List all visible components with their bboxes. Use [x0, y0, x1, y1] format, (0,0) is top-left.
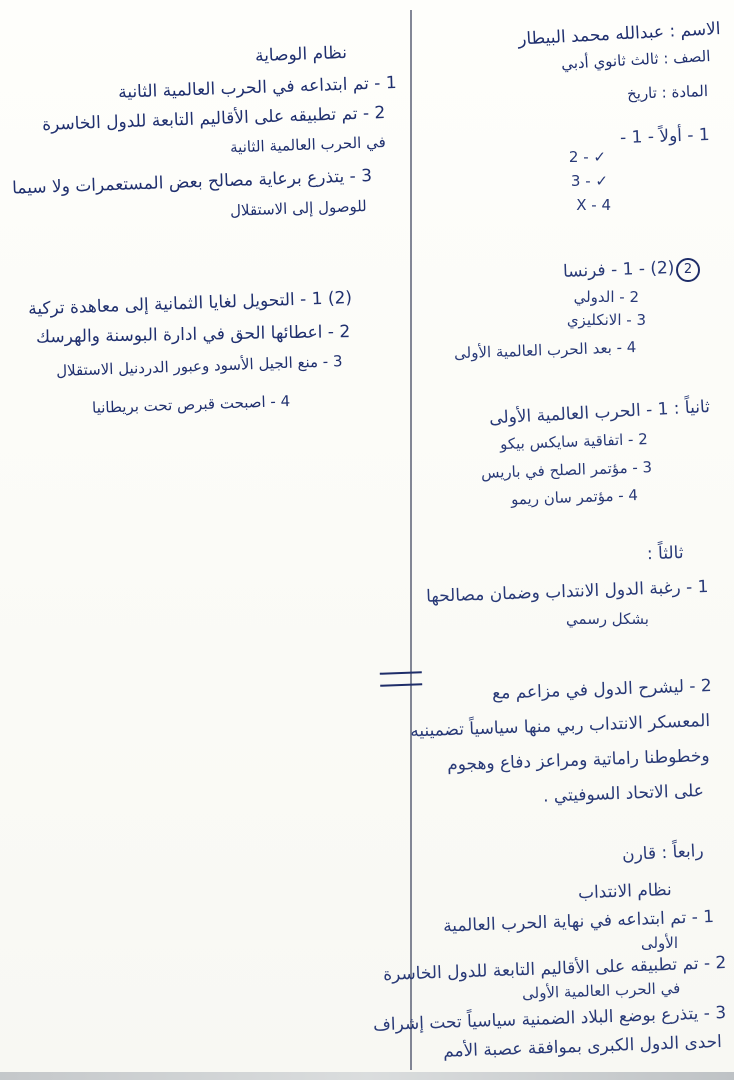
left-item-3: 3 - يتذرع برعاية مصالح بعض المستعمرات ولا سيما [11, 166, 373, 199]
question-2-circle: 2 [676, 258, 700, 282]
left-item-2: 2 - تم تطبيقه على الأقاليم التابعة للدول الخاسرة [41, 103, 386, 135]
left-section2-item-2: 2 - اعطائها الحق في ادارة البوسنة والهرسك [35, 322, 351, 348]
student-subject: المادة : تاريخ [626, 82, 709, 103]
column-divider [410, 10, 412, 1070]
left-section2-item-3: 3 - منع الجيل الأسود وعبور الدردنيل الاستقلال [55, 352, 343, 380]
third-item-1: 1 - رغبة الدول الانتداب وضمان مصالحها [425, 577, 709, 607]
fourth-item-3: 3 - يتذرع بوضع البلاد الضمنية سياسياً تحت إشراف [372, 1003, 727, 1036]
q1-mark-4: X - 4 [576, 196, 611, 214]
page-bottom-edge [0, 1072, 734, 1080]
left-item-3b: للوصول إلى الاستقلال [229, 197, 368, 220]
third-title: ثالثاً : [647, 543, 685, 565]
second-item-3: 3 - مؤتمر الصلح في باريس [480, 458, 653, 482]
fourth-item-2b: في الحرب العالمية الأولى [521, 979, 681, 1003]
left-item-2b: في الحرب العالمية الثانية [229, 133, 387, 157]
q2-item-3: 3 - الانكليزي [566, 311, 646, 329]
q1-mark-3: ✓ - 3 [570, 172, 608, 190]
fourth-item-1: 1 - تم ابتداعه في نهاية الحرب العالمية [442, 907, 715, 937]
q2-title: (2) - 1 - فرنسا [562, 258, 675, 282]
fourth-item-3b: احدى الدول الكبرى بموافقة عصبة الأمم [442, 1032, 723, 1062]
left-item-1: 1 - تم ابتداعه في الحرب العالمية الثانية [117, 73, 397, 103]
student-name: الاسم : عبدالله محمد البيطار [517, 19, 721, 50]
third-item-2b: المعسكر الانتداب ربي منها سياسياً تضمينيه [409, 711, 711, 742]
fourth-title: رابعاً : قارن [621, 841, 705, 866]
q1-mark-2: ✓ - 2 [568, 148, 606, 166]
fourth-subtitle: نظام الانتداب [577, 880, 673, 904]
third-item-2c: وخطوطنا راماتية ومراعز دفاع وهجوم [447, 746, 711, 776]
q2-item-2: 2 - الدولي [573, 288, 639, 306]
third-item-2d: على الاتحاد السوفيتي . [542, 781, 705, 807]
student-class: الصف : ثالث ثانوي أدبي [560, 47, 711, 73]
third-item-2: 2 - ليشرح الدول في مزاعم مع [492, 676, 713, 704]
q2-item-4: 4 - بعد الحرب العالمية الأولى [453, 338, 637, 363]
left-section2-item-1: (2) 1 - التحويل لغايا الثمانية إلى معاهدة تركية [27, 288, 353, 320]
fourth-item-1b: الأولى [640, 934, 678, 952]
crossed-text [380, 671, 422, 686]
third-item-1b: بشكل رسمي [566, 610, 649, 628]
q1-title: 1 - أولاً - 1 - [619, 125, 711, 149]
left-section2-item-4: 4 - اصبحت قبرص تحت بريطانيا [91, 392, 291, 417]
left-title: نظام الوصاية [254, 43, 348, 67]
second-item-2: 2 - اتفاقية سايكس بيكو [500, 430, 649, 454]
second-item-4: 4 - مؤتمر سان ريمو [510, 486, 639, 509]
fourth-item-2: 2 - تم تطبيقه على الأقاليم التابعة للدول الخاسرة [382, 953, 727, 985]
second-title: ثانياً : 1 - الحرب العالمية الأولى [488, 397, 711, 429]
